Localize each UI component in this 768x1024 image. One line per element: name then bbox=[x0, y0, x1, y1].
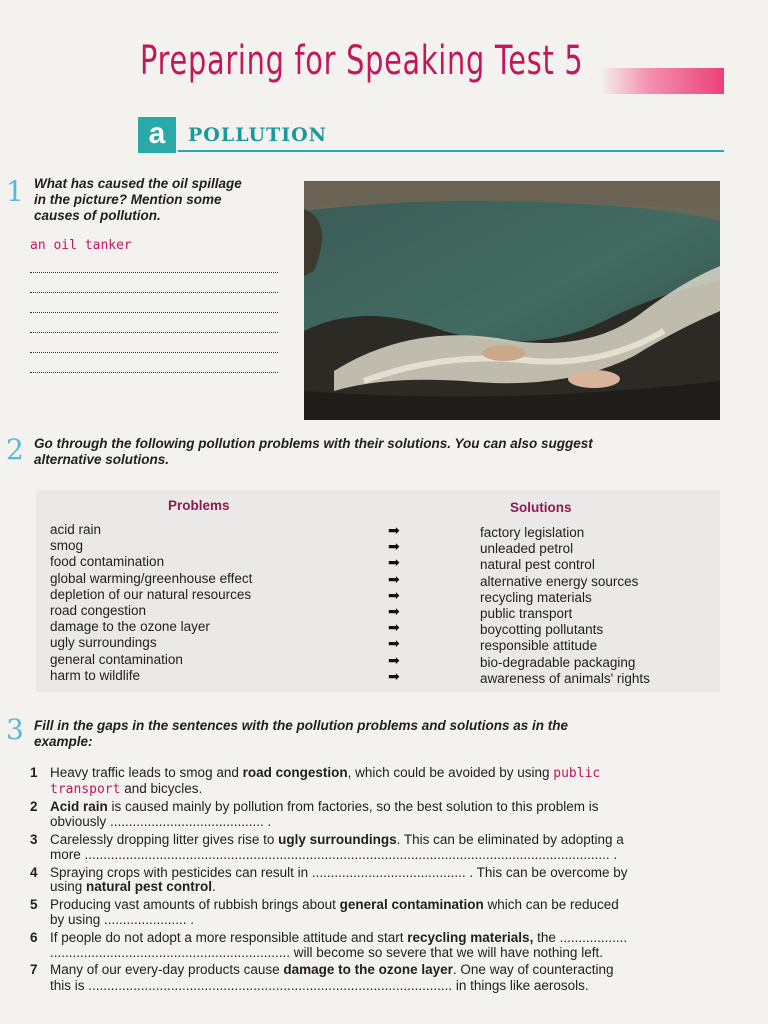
problem-item: damage to the ozone layer bbox=[50, 619, 210, 635]
solution-item: factory legislation bbox=[480, 525, 585, 540]
sentence-6-line-2[interactable]: ................................................................ will become so severe that we will have nothing left. bbox=[50, 945, 603, 960]
solution-item: bio-degradable packaging bbox=[480, 654, 636, 670]
question-1-number: 1 bbox=[6, 175, 24, 208]
question-2-number: 2 bbox=[6, 433, 24, 466]
answer-line[interactable] bbox=[30, 332, 278, 333]
solution-item: natural pest control bbox=[480, 557, 595, 573]
answer-line[interactable] bbox=[30, 272, 278, 273]
oil-spill-photo bbox=[304, 181, 720, 420]
sentence-7-line-2[interactable]: this is ................................................................................................. in things like aerosols. bbox=[50, 978, 589, 993]
title-decoration-bar bbox=[600, 68, 724, 94]
sentence-1-line-2: transport and bicycles. bbox=[50, 781, 203, 797]
page-title: Preparing for Speaking Test 5 bbox=[140, 38, 584, 84]
arrow-right-icon: ➡ bbox=[388, 619, 400, 636]
question-1-text: What has caused the oil spillage in the picture? Mention some causes of pollution. bbox=[34, 176, 242, 223]
sentence-1: 1 Heavy traffic leads to smog and road congestion, which could be avoided by using public bbox=[30, 765, 601, 781]
problem-item: road congestion bbox=[50, 603, 147, 618]
problem-item: harm to wildlife bbox=[50, 667, 141, 683]
sentence-5-line-2[interactable]: by using ...................... . bbox=[50, 912, 195, 927]
sentence-7: 7 Many of our every-day products cause damage to the ozone layer. One way of counteracting bbox=[30, 962, 614, 977]
arrow-right-icon: ➡ bbox=[388, 586, 400, 603]
sentence-5: 5 Producing vast amounts of rubbish brings about general contamination which can be reduced bbox=[30, 897, 619, 912]
section-title: POLLUTION bbox=[188, 124, 328, 146]
sentence-2: 2 Acid rain is caused mainly by pollution from factories, so the best solution to this problem is bbox=[30, 799, 599, 814]
problem-item: global warming/greenhouse effect bbox=[50, 570, 253, 586]
solution-item: unleaded petrol bbox=[480, 541, 574, 557]
sentence-2-line-2[interactable]: obviously ......................................... . bbox=[50, 814, 272, 829]
answer-line[interactable] bbox=[30, 372, 278, 373]
problem-item: depletion of our natural resources bbox=[50, 586, 252, 602]
sentence-3-line-2[interactable]: more ............................................................................................................................................ . bbox=[50, 847, 618, 862]
problem-item: smog bbox=[50, 538, 84, 554]
section-letter-badge: a bbox=[138, 117, 176, 153]
arrow-right-icon: ➡ bbox=[388, 570, 400, 587]
arrow-right-icon: ➡ bbox=[388, 651, 400, 668]
problem-item: acid rain bbox=[50, 522, 102, 537]
solution-item: responsible attitude bbox=[480, 638, 598, 654]
solution-item: awareness of animals' rights bbox=[480, 670, 650, 686]
answer-line[interactable] bbox=[30, 312, 278, 313]
example-answer: public bbox=[553, 766, 601, 781]
sentence-4-line-2: using natural pest control. bbox=[50, 879, 216, 894]
example-answer: transport bbox=[50, 782, 121, 797]
question-3-text: Fill in the gaps in the sentences with the pollution problems and solutions as in the example: bbox=[34, 718, 569, 749]
arrow-right-icon: ➡ bbox=[388, 554, 400, 571]
arrow-right-icon: ➡ bbox=[388, 635, 400, 652]
section-divider bbox=[178, 150, 724, 152]
problem-item: general contamination bbox=[50, 651, 183, 667]
problem-item: ugly surroundings bbox=[50, 635, 157, 651]
arrow-right-icon: ➡ bbox=[388, 603, 400, 619]
question-1-example-answer: an oil tanker bbox=[30, 238, 132, 253]
question-2-text: Go through the following pollution problems with their solutions. You can also suggest alternative solutions. bbox=[34, 436, 593, 467]
arrow-right-icon: ➡ bbox=[388, 667, 400, 684]
answer-line[interactable] bbox=[30, 352, 278, 353]
sentence-4[interactable]: 4 Spraying crops with pesticides can result in ......................................... . This can be overcome by bbox=[30, 865, 628, 880]
solution-item: boycotting pollutants bbox=[480, 622, 604, 638]
problem-item: food contamination bbox=[50, 554, 165, 570]
question-3-number: 3 bbox=[6, 713, 24, 746]
arrow-right-icon: ➡ bbox=[388, 538, 400, 555]
solution-item: public transport bbox=[480, 606, 573, 621]
sentence-3: 3 Carelessly dropping litter gives rise to ugly surroundings. This can be eliminated by adopting a bbox=[30, 832, 624, 847]
solution-item: alternative energy sources bbox=[480, 573, 639, 589]
solutions-header: Solutions bbox=[510, 500, 572, 515]
answer-line[interactable] bbox=[30, 292, 278, 293]
sentence-6[interactable]: 6 If people do not adopt a more responsible attitude and start recycling materials, the .................. bbox=[30, 930, 628, 945]
arrow-right-icon: ➡ bbox=[388, 522, 400, 538]
solution-item: recycling materials bbox=[480, 589, 592, 605]
problems-header: Problems bbox=[168, 498, 230, 513]
